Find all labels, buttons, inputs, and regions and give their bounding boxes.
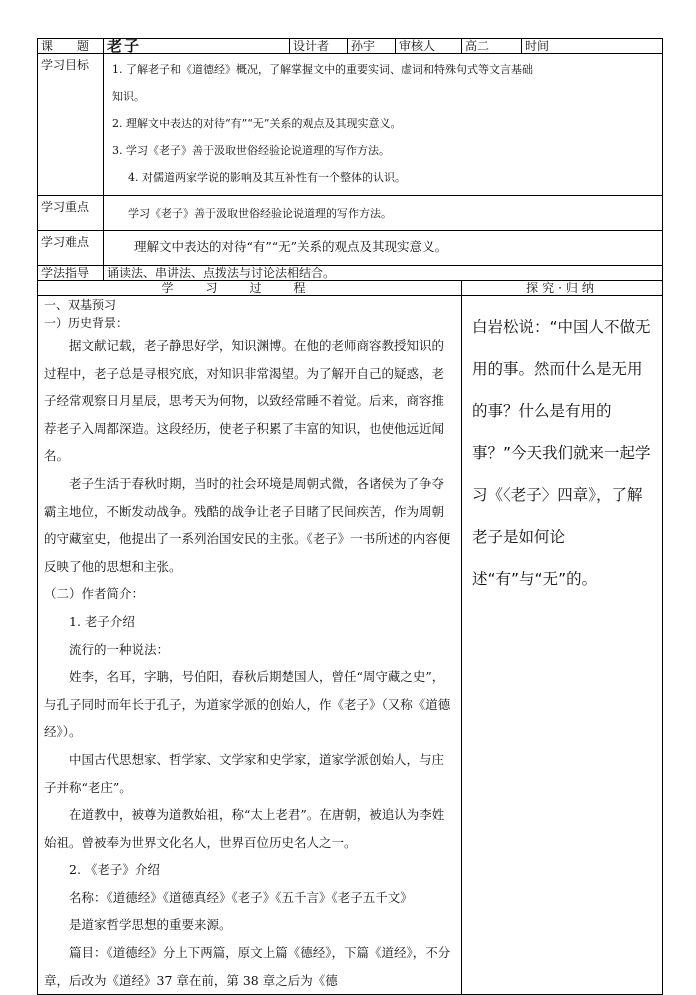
paragraph: 老子生活于春秋时期，当时的社会环境是周朝式微，各诸侯为了争夺霸主地位，不断发动战争。残酷的战争让老子目睹了民间疾苦，作为周朝的守藏室史，他提出了一系列治国安民的主张。《老子》一书所述的内容便反映了他的思想和主张。 — [44, 475, 451, 574]
difficulty-row — [38, 231, 663, 266]
lesson-plan-sheet — [37, 38, 662, 995]
designer-label: 设计者 — [290, 39, 348, 54]
method-row — [38, 266, 663, 281]
key-point-label: 学习重点 — [38, 196, 104, 231]
section-heading: 一、双基预习 — [44, 298, 117, 312]
key-point-text: 学习《老子》善于汲取世俗经验论说道理的写作方法。 — [128, 207, 392, 220]
paragraph: 姓李，名耳，字聃，号伯阳，春秋后期楚国人，曾任“周守藏之史”，与孔子同时而年长于孔子，为道家学派的创始人，作《老子》（又称《道德经》）。 — [44, 669, 451, 740]
process-content — [38, 296, 462, 995]
explore-summary-cell — [462, 296, 663, 995]
objective-item: 知识。 — [112, 90, 145, 103]
objective-item: 2. 理解文中表达的对待“有”“无”关系的观点及其现实意义。 — [112, 117, 402, 130]
course-label: 课 题 — [38, 39, 104, 54]
paragraph: 篇目：《道德经》分上下两篇，原文上篇《德经》，下篇《道经》，不分章，后改为《道经》37 章在前，第 38 章之后为《德 — [44, 945, 451, 988]
section-heading: （二）作者简介： — [44, 586, 145, 602]
difficulty-label: 学习难点 — [38, 231, 104, 266]
method-text: 诵读法、串讲法、点拨法与讨论法相结合。 — [104, 266, 663, 281]
section-heading: 2. 《老子》介绍 — [69, 862, 160, 878]
paragraph: 据文献记载，老子静思好学，知识渊博。在他的老师商容教授知识的过程中，老子总是寻根究底，对知识非常渴望。为了解开自己的疑惑，老子经常观察日月星辰，思考天为何物，以致经常睡不着觉。后来，商容推荐老子入周都深造。这段经历，使老子积累了丰富的知识，也使他远近闻名。 — [44, 338, 445, 464]
paragraph: 流行的一种说法： — [69, 641, 170, 657]
paragraph: 是道家哲学思想的重要来源。 — [69, 917, 232, 933]
method-label: 学法指导 — [38, 266, 104, 281]
process-header-right: 探究·归纳 — [462, 281, 663, 296]
objective-item: 1. 了解老子和《道德经》概况，了解掌握文中的重要实词、虚词和特殊句式等文言基础 — [112, 63, 533, 76]
time-label: 时间 — [522, 39, 663, 54]
header-row — [38, 39, 663, 54]
process-body-row — [38, 296, 663, 995]
designer-name: 孙宇 — [348, 39, 396, 54]
lesson-plan-table — [37, 38, 663, 995]
process-header-row — [38, 281, 663, 296]
section-heading: 1. 老子介绍 — [69, 613, 135, 629]
reviewer-label: 审核人 — [396, 39, 462, 54]
paragraph: 中国古代思想家、哲学家、文学家和史学家，道家学派创始人，与庄子并称“老庄”。 — [44, 751, 445, 795]
course-title: 老子 — [104, 39, 290, 54]
objectives-row — [38, 54, 663, 196]
objective-item: 3. 学习《老子》善于汲取世俗经验论说道理的写作方法。 — [112, 144, 390, 157]
key-point-row — [38, 196, 663, 231]
grade-value: 高二 — [462, 39, 522, 54]
objectives-list — [104, 54, 663, 196]
difficulty-text: 理解文中表达的对待“有”“无”关系的观点及其现实意义。 — [134, 239, 448, 254]
process-header-left: 学习过程 — [38, 281, 462, 296]
paragraph: 名称：《道德经》《道德真经》《老子》《五千言》《老子五千文》 — [69, 889, 413, 905]
paragraph: 在道教中，被尊为道教始祖，称“太上老君”。在唐朝，被追认为李姓始祖。曾被奉为世界文化名人，世界百位历史名人之一。 — [44, 807, 445, 850]
objectives-label: 学习目标 — [38, 54, 104, 196]
objective-item: 4. 对儒道两家学说的影响及其互补性有一个整体的认识。 — [128, 171, 406, 184]
section-heading: 一）历史背景： — [44, 316, 129, 330]
key-point-cell — [104, 196, 663, 231]
side-note: 白岩松说：“中国人不做无用的事。然而什么是无用的事？什么是有用的事？”今天我们就来一起学习《〈老子〉四章》，了解老子是如何论述“有”与“无”的。 — [472, 318, 651, 588]
difficulty-cell — [104, 231, 663, 266]
